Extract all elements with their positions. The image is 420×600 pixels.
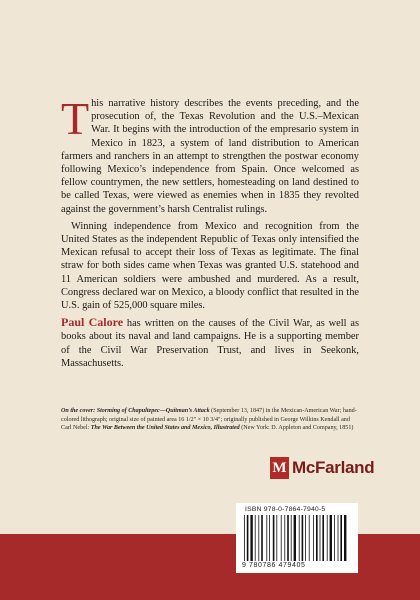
barcode-digits: 9 780786 479405 [242,562,306,569]
author-bio-text: has written on the causes of the Civil War, as well as books about its naval and land campaigns. He is a supporting member of the Civil War Preservation Trust, and lives in Seekonk, Massachusetts. [61,318,359,369]
blurb-paragraph-2: Winning independence from Mexico and recognition from the United States as the independent Republic of Texas only intensified the Mexican refusal to accept their loss of Texas as legitimate. The final straw for both sides came when Texas was granted U.S. statehood and 11 American soldiers were ambushed and murdered. As a result, Congress declared war on Mexico, a bloody conflict that resulted in the U.S. gain of 525,000 square miles. [61,220,359,312]
cover-book-title: The War Between the United States and Mexico, Illustrated [90,425,240,432]
author-bio [61,316,359,370]
drop-cap: T [61,93,90,144]
blurb-text [61,93,359,370]
cover-credit [61,407,361,433]
cover-credit-suffix: (New York: D. Appleton and Company, 1851) [239,425,354,432]
cover-credit-middle: (September 13, 1847) in the Mexican-American War; hand-colored lithograph; original size of painted area 16 1/2" × 10 3/4"; originally published in George Wilkins Kendall and Carl Nebel: [61,408,357,432]
publisher-name: McFarland [292,458,375,477]
cover-artwork-title: Storming of Chapultepec—Quitman’s Attack [96,408,210,414]
author-name: Paul Calore [61,315,124,330]
barcode-icon [244,515,350,561]
mcfarland-logo-icon: M [270,457,289,479]
blurb-paragraph-1-text: his narrative history describes the events preceding, and the prosecution of, the Texas Revolution and the U.S.–Mexican War. It begins with the introduction of the empresario system in Mexico in 1823, a system of land distribution to American farmers and ranchers in an attempt to strengthen the postwar economy following Mexico’s independence from Spain. Once welcomed as fellow countrymen, the new settlers, homesteading on land destined to be called Texas, were viewed as enemies when in 1835 they revolted against the government’s harsh Centralist rulings. [61,98,359,215]
isbn-label: ISBN 978-0-7864-7940-5 [245,506,326,513]
blurb-paragraph-1 [61,93,359,216]
barcode-panel [236,503,358,573]
publisher-logo [270,455,374,481]
cover-credit-prefix: On the cover: [61,408,97,414]
